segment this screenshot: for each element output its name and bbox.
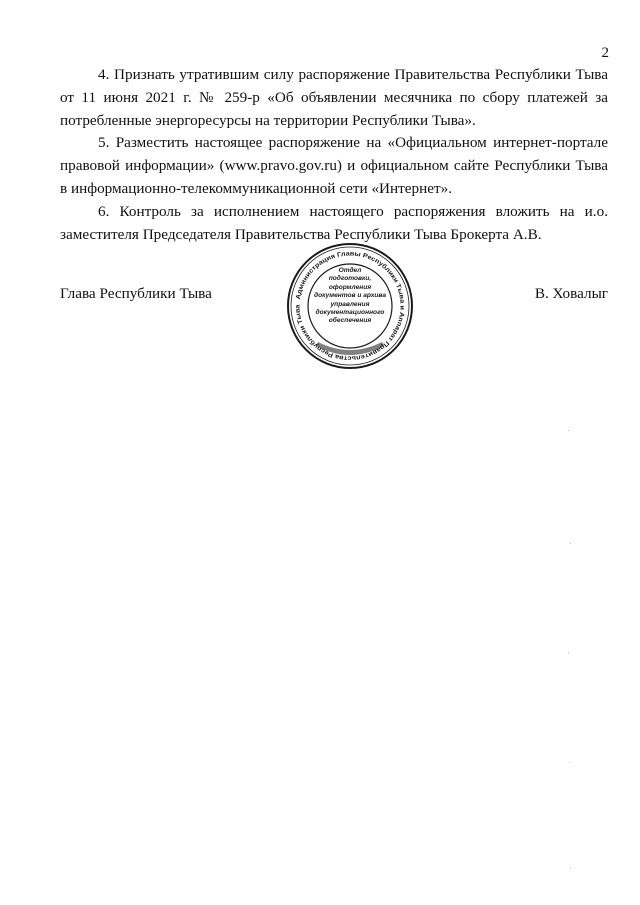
scan-speck — [570, 868, 571, 869]
stamp-ring-text: Администрация Главы Республики Тыва и Аппарат П авительства Республики Тыва — [294, 250, 406, 362]
paragraph-5: 5. Разместить настоящее распоряжение на «Официальном интернет-портале правовой информации» (www.pravo.gov.ru) и официальном сайте Республики Тыва в информационно-телекоммуникационной сети «Интернет». — [60, 134, 608, 197]
stamp-center-text — [312, 267, 388, 326]
page-number: 2 — [601, 45, 609, 61]
paragraph-6: 6. Контроль за исполнением настоящего распоряжения вложить на и.о. заместителя Председателя Правительства Республики Тыва Брокерта А.В. — [60, 202, 608, 243]
paragraph-4: 4. Признать утратившим силу распоряжение Правительства Республики Тыва от 11 июня 2021 г. № 259-р «Об объявлении месячника по сбору платежей за потребленные энергоресурсы на территории Республики Тыва». — [60, 66, 608, 129]
stamp-line: документационного — [315, 309, 385, 317]
official-stamp — [286, 242, 414, 370]
scan-speck — [569, 762, 570, 763]
stamp-line: подготовки, — [328, 275, 372, 283]
document-body — [60, 64, 608, 246]
stamp-line: обеспечения — [328, 317, 372, 325]
stamp-line: оформления — [328, 283, 372, 291]
scan-speck — [570, 543, 571, 544]
scan-speck — [568, 652, 569, 653]
scan-speck — [568, 430, 569, 431]
signatory-position: Глава Республики Тыва — [60, 285, 212, 302]
signatory-name: В. Ховалыг — [534, 285, 608, 302]
stamp-line: управления — [330, 300, 370, 308]
stamp-line: Отдел — [338, 267, 362, 274]
stamp-line: документов и архива — [314, 292, 386, 300]
